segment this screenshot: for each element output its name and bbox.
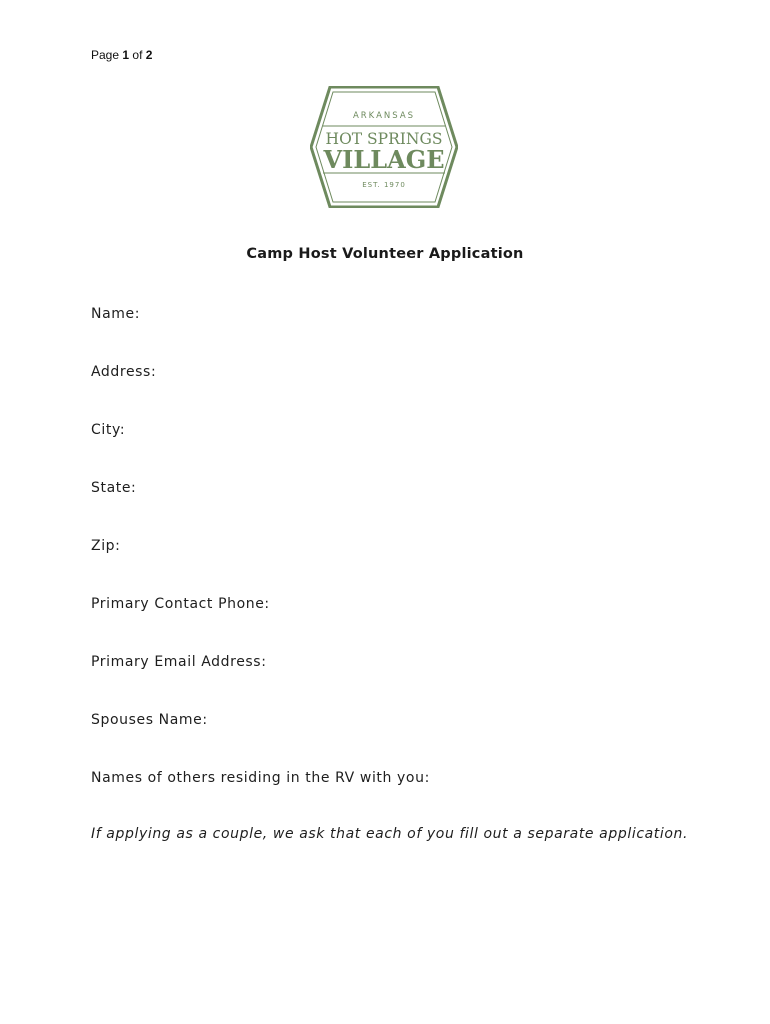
address-label: Address: <box>91 364 157 380</box>
state-label: State: <box>91 480 137 496</box>
logo-arkansas-text: ARKANSAS <box>352 111 416 121</box>
name-label: Name: <box>91 306 141 322</box>
logo-hot-springs-text: HOT SPRINGS <box>325 130 443 148</box>
zip-label: Zip: <box>91 538 121 554</box>
hot-springs-village-logo <box>310 86 458 208</box>
page-total: 2 <box>145 48 153 62</box>
city-label: City: <box>91 422 126 438</box>
primary-phone-label: Primary Contact Phone: <box>91 596 270 612</box>
page-current: 1 <box>122 48 130 62</box>
form-title: Camp Host Volunteer Application <box>246 246 524 262</box>
page-of: of <box>132 48 143 62</box>
page-number <box>91 48 152 62</box>
logo-village-text: VILLAGE <box>323 145 445 174</box>
primary-email-label: Primary Email Address: <box>91 654 267 670</box>
couple-application-note: If applying as a couple, we ask that each of you fill out a separate application. <box>91 826 689 842</box>
rv-residents-label: Names of others residing in the RV with you: <box>91 770 430 786</box>
logo-est-text: EST. 1970 <box>362 181 406 189</box>
spouse-name-label: Spouses Name: <box>91 712 208 728</box>
page-prefix: Page <box>91 48 120 62</box>
